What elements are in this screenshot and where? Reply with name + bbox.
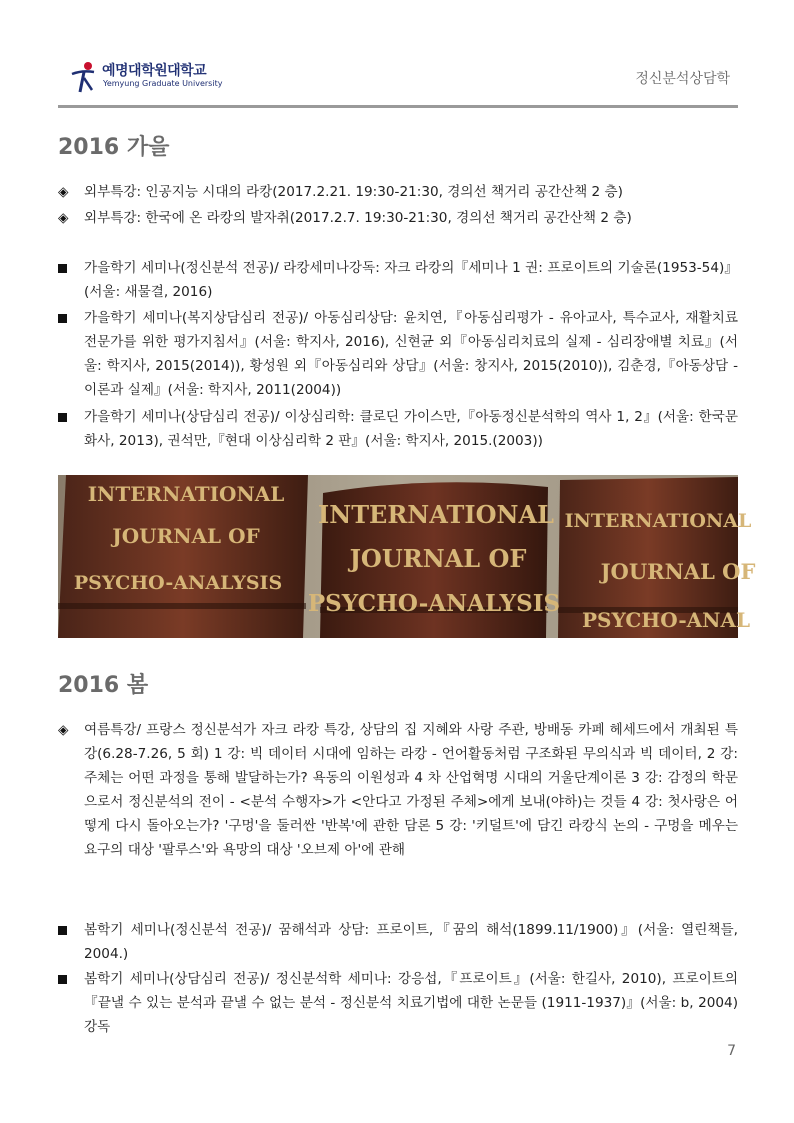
header-divider <box>58 105 738 108</box>
diamond-bullet-icon: ◈ <box>58 184 69 200</box>
list-item-text: 여름특강/ 프랑스 정신분석가 자크 라캉 특강, 상담의 집 지혜와 사랑 주관, 방배동 카페 헤세드에서 개최된 특강(6.28-7.26, 5 회) 1 강: 빅 데이터 시대에 임하는 라캉 - 언어활동처럼 구조화된 무의식과 빅 데이터, 2 강: 주체는 어떤 과정을 통해 발달하는가? 욕동의 이원성과 4 차 산업혁명 시대의 거울단계이론 3 강: 감정의 학문으로서 정신분석의 전이 - <분석 수행자>가 <안다고 가정된 주체>에게 보내(야하)는 것들 4 강: 첫사랑은 어떻게 다시 돌아오는가? '구멍'을 둘러싼 '반복'에 관한 담론 5 강: '키덜트'에 담긴 라캉식 논의 - 구멍을 메우는 요구의 대상 '팔루스'와 욕망의 대상 '오브제 아'에 관해 <box>84 722 738 858</box>
list-item <box>58 306 738 402</box>
spine-text: JOURNAL OF <box>600 559 756 584</box>
university-logo <box>68 60 228 98</box>
page-header <box>58 56 738 104</box>
square-bullet-icon <box>58 967 78 992</box>
logo-korean-text: 예명대학원대학교 <box>102 63 207 79</box>
list-item <box>58 405 738 453</box>
journals-photo <box>58 475 756 638</box>
spine-text: PSYCHO-ANALYSIS <box>307 590 561 617</box>
spine-text: JOURNAL OF <box>112 524 260 548</box>
list-item <box>58 180 738 204</box>
square-bullet-icon <box>58 405 78 430</box>
list-item-text: 가을학기 세미나(정신분석 전공)/ 라캉세미나강독: 자크 라캉의『세미나 1 권: 프로이트의 기술론(1953-54)』(서울: 새물결, 2016) <box>84 260 738 300</box>
spine-text: INTERNATIONAL <box>564 510 752 532</box>
list-item <box>58 718 738 862</box>
spine-text: JOURNAL OF <box>349 544 527 573</box>
list-item-text: 외부특강: 인공지능 시대의 라캉(2017.2.21. 19:30-21:30, 경의선 책거리 공간산책 2 층) <box>84 184 623 200</box>
list-item <box>58 206 738 230</box>
list-item <box>58 967 738 1039</box>
list-item-text: 봄학기 세미나(정신분석 전공)/ 꿈해석과 상담: 프로이트,『꿈의 해석(1899.11/1900)』(서울: 열린책들, 2004.) <box>84 922 738 962</box>
list-item-text: 봄학기 세미나(상담심리 전공)/ 정신분석학 세미나: 강응섭,『프로이트』(서울: 한길사, 2010), 프로이트의『끝낼 수 있는 분석과 끝낼 수 없는 분석 - 정신분석 치료기법에 대한 논문들 (1911-1937)』(서울: b, 2004) 강독 <box>84 971 738 1035</box>
logo-english-text: Yemyung Graduate University <box>103 79 223 88</box>
page-number: 7 <box>727 1043 736 1059</box>
logo-emblem-icon <box>68 60 98 94</box>
spine-text: PSYCHO-ANALYSIS <box>73 572 283 594</box>
list-item <box>58 256 738 304</box>
section-heading-spring: 2016 봄 <box>58 673 149 698</box>
section-heading-fall: 2016 가을 <box>58 135 170 160</box>
diamond-bullet-icon: ◈ <box>58 210 69 226</box>
square-bullet-icon <box>58 918 78 943</box>
list-item-text: 가을학기 세미나(복지상담심리 전공)/ 아동심리상담: 윤치연,『아동심리평가 - 유아교사, 특수교사, 재활치료 전문가를 위한 평가지침서』(서울: 학지사, 2016), 신현균 외『아동심리치료의 실제 - 심리장애별 치료』(서울: 학지사, 2015(2014)), 황성원 외『아동심리와 상담』(서울: 창지사, 2015(2010)), 김춘경,『아동상담 - 이론과 실제』(서울: 학지사, 2011(2004)) <box>84 310 738 398</box>
list-item-text: 외부특강: 한국에 온 라캉의 발자취(2017.2.7. 19:30-21:30, 경의선 책거리 공간산책 2 층) <box>84 210 632 226</box>
spine-text: INTERNATIONAL <box>318 500 554 529</box>
square-bullet-icon <box>58 306 78 331</box>
spine-text: PSYCHO-ANAL <box>581 608 751 632</box>
diamond-bullet-icon: ◈ <box>58 722 69 738</box>
header-title: 정신분석상담학 <box>635 71 730 87</box>
spine-text: INTERNATIONAL <box>87 482 285 506</box>
list-item-text: 가을학기 세미나(상담심리 전공)/ 이상심리학: 클로딘 가이스만,『아동정신분석학의 역사 1, 2』(서울: 한국문화사, 2013), 권석만,『현대 이상심리학 2 판』(서울: 학지사, 2015.(2003)) <box>84 409 738 449</box>
square-bullet-icon <box>58 256 78 281</box>
list-item <box>58 918 738 966</box>
